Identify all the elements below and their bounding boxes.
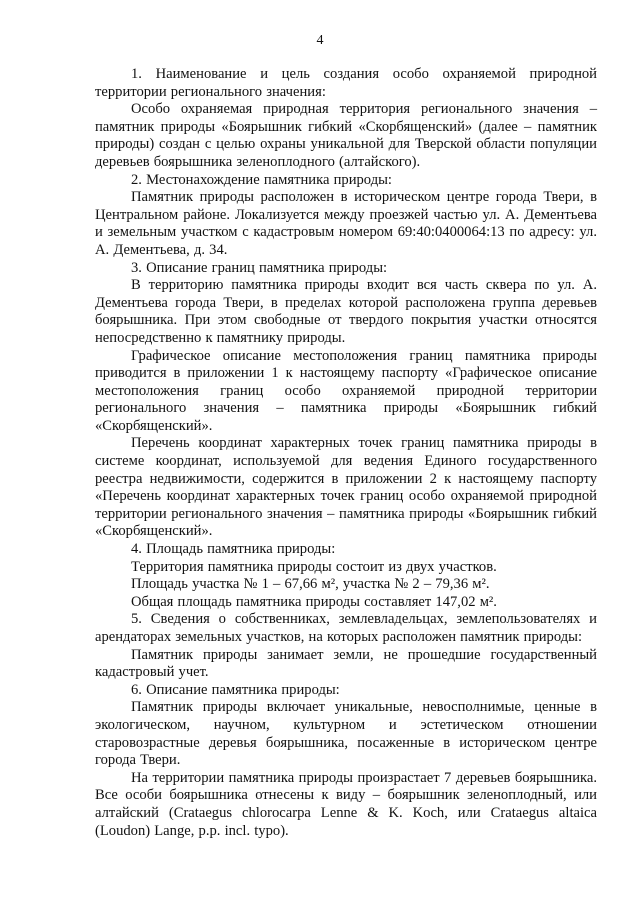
section-heading: 4. Площадь памятника природы: bbox=[131, 541, 336, 558]
paragraph: В территорию памятника природы входит вся часть сквера по ул. А. Дементьева города Твери, в пределах которой расположена группа деревьев боярышника. При этом свободные от твердого покрытия участки относятся непосредственно к памятнику природы. bbox=[95, 277, 597, 346]
paragraph: Территория памятника природы состоит из двух участков. bbox=[131, 558, 497, 575]
section-heading: 5. Сведения о собственниках, землевладельцах, землепользователях и арендаторах земельных участков, на которых расположен памятник природы: bbox=[95, 611, 597, 645]
section-heading: 2. Местонахождение памятника природы: bbox=[131, 171, 392, 188]
section-heading: 3. Описание границ памятника природы: bbox=[131, 259, 388, 276]
paragraph: Особо охраняемая природная территория регионального значения – памятник природы «Боярышник гибкий «Скорбященский» (далее – памятник природы) создан с целью охраны уникальной для Тверской области популяции деревьев боярышника зеленоплодного (алтайского). bbox=[95, 101, 597, 170]
page-number: 4 bbox=[316, 33, 324, 48]
paragraph: Графическое описание местоположения границ памятника природы приводится в приложении 1 к настоящему паспорту «Графическое описание местоположения границ особо охраняемой природной территории регионального значения – памятника природы «Боярышник гибкий «Скорбященский». bbox=[95, 347, 597, 434]
paragraph: Площадь участка № 1 – 67,66 м², участка № 2 – 79,36 м². bbox=[131, 576, 490, 593]
paragraph: Памятник природы расположен в историческом центре города Твери, в Центральном районе. Локализуется между проезжей частью ул. А. Дементьева и земельным участком с кадастровым номером 69:40:0400064:13 по адресу: ул. А. Дементьева, д. 34. bbox=[95, 189, 597, 258]
paragraph: Памятник природы включает уникальные, невосполнимые, ценные в экологическом, научном, культурном и эстетическом отношении старовозрастные деревья боярышника, посаженные в историческом центре города Твери. bbox=[95, 699, 597, 769]
section-heading: 1. Наименование и цель создания особо охраняемой природной территории регионального значения: bbox=[95, 66, 597, 100]
section-heading: 6. Описание памятника природы: bbox=[131, 681, 340, 698]
paragraph: Перечень координат характерных точек границ памятника природы в системе координат, используемой для ведения Единого государственного реестра недвижимости, содержится в приложении 2 к настоящему паспорту «Перечень координат характерных точек границ особо охраняемой природной территории регионального значения – памятника природы «Боярышник гибкий «Скорбященский». bbox=[95, 435, 597, 540]
document-body bbox=[95, 66, 597, 840]
paragraph: Общая площадь памятника природы составляет 147,02 м². bbox=[131, 593, 497, 610]
paragraph: На территории памятника природы произрастает 7 деревьев боярышника. Все особи боярышника отнесены к виду – боярышник зеленоплодный, или алтайский (Crataegus chlorocarpa Lenne & K. Koch, или Crataegus altaica (Loudon) Lange, p.p. incl. typo). bbox=[95, 769, 597, 839]
paragraph: Памятник природы занимает земли, не прошедшие государственный кадастровый учет. bbox=[95, 646, 597, 681]
